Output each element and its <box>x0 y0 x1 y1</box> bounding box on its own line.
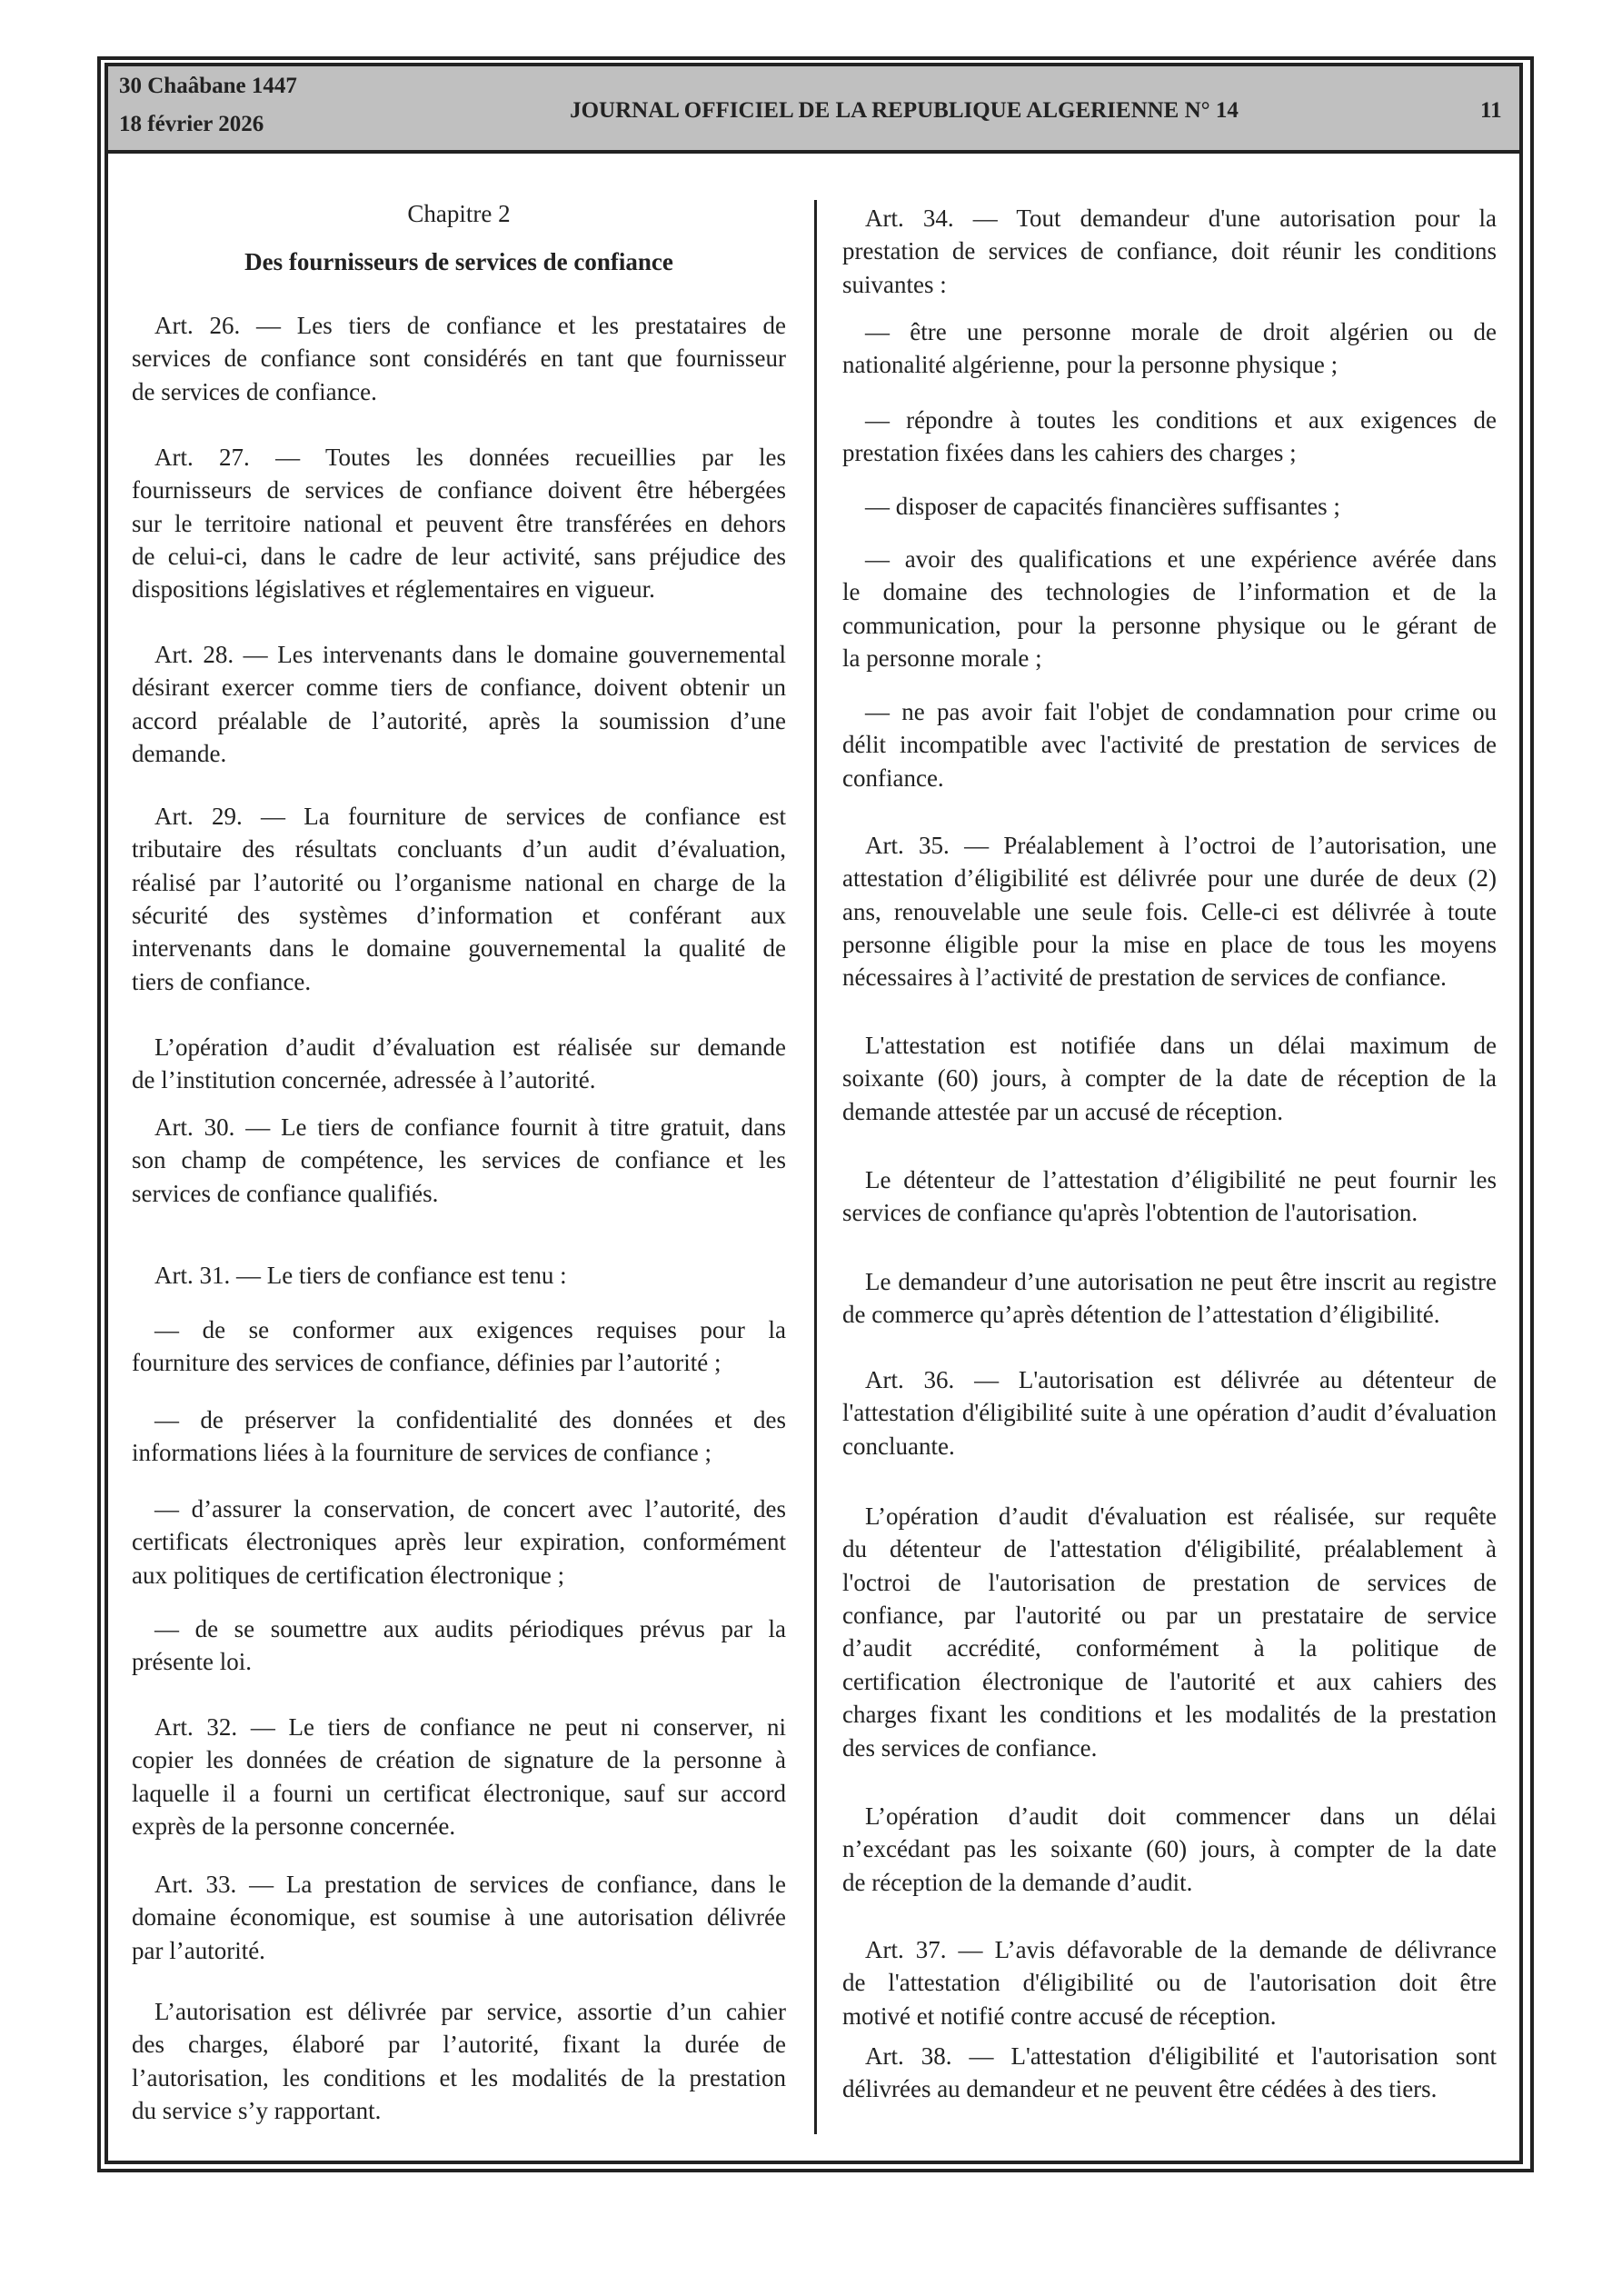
text-line-content: fournisseurs de services de confiance doivent être hébergées <box>132 476 786 504</box>
text-line-content: informations liées à la fourniture de services de confiance ; <box>132 1439 711 1467</box>
text-line <box>842 1832 1497 1865</box>
text-line <box>842 1196 1497 1229</box>
text-line-content: présente loi. <box>132 1648 252 1676</box>
text-line <box>132 1901 786 1933</box>
text-line <box>132 899 786 932</box>
text-line <box>842 348 1497 381</box>
text-line-content: suivantes : <box>842 270 947 298</box>
text-line <box>842 1966 1497 1999</box>
text-line <box>132 1777 786 1810</box>
text-line <box>132 671 786 704</box>
text-line-content: ans, renouvelable une seule fois. Celle-ci est délivrée à toute <box>842 897 1497 925</box>
text-line <box>842 1265 1497 1298</box>
text-line-content: de l’institution concernée, adressée à l’autorité. <box>132 1066 596 1094</box>
text-line <box>132 932 786 964</box>
text-line <box>842 961 1497 993</box>
page-number: 11 <box>1480 98 1502 123</box>
text-line-content: Art. 28. — Les intervenants dans le domaine gouvernemental <box>154 640 786 668</box>
paragraph <box>842 404 1497 470</box>
text-line <box>132 1031 786 1063</box>
text-line <box>842 1698 1497 1731</box>
text-line-content: Le détenteur de l’attestation d’éligibilité ne peut fournir les <box>865 1165 1497 1193</box>
text-line <box>132 1525 786 1558</box>
paragraph <box>842 695 1497 794</box>
text-line <box>132 573 786 605</box>
text-line <box>132 474 786 506</box>
text-line <box>132 1143 786 1176</box>
text-line <box>132 1559 786 1592</box>
text-line <box>132 1711 786 1743</box>
text-line <box>842 762 1497 794</box>
text-line-content: demande. <box>132 739 227 767</box>
text-line-content: laquelle il a fourni un certificat électronique, sauf sur accord <box>132 1779 786 1807</box>
text-line-content: demande attestée par un accusé de réception. <box>842 1097 1283 1125</box>
text-line <box>842 1732 1497 1764</box>
text-line <box>132 638 786 671</box>
text-line-content: L’opération d’audit doit commencer dans un délai <box>865 1802 1497 1830</box>
paragraph <box>132 1403 786 1470</box>
paragraph <box>132 1031 786 1097</box>
paragraph <box>842 829 1497 994</box>
text-line-content: dispositions législatives et réglementaires en vigueur. <box>132 575 655 604</box>
paragraph <box>132 1868 786 1967</box>
text-line <box>132 1995 786 2028</box>
text-line <box>842 2000 1497 2032</box>
text-line-content: de celui-ci, dans le cadre de leur activité, sans préjudice des <box>132 542 786 570</box>
text-line-content: Art. 37. — L’avis défavorable de la demande de délivrance <box>865 1935 1497 1963</box>
text-line <box>842 728 1497 761</box>
paragraph <box>842 1800 1497 1899</box>
text-line-content: d’audit accrédité, conformément à la politique de <box>842 1634 1497 1662</box>
text-line-content: prestation de services de confiance, doit réunir les conditions <box>842 237 1497 265</box>
text-line <box>132 833 786 865</box>
text-line-content: charges fixant les conditions et les modalités de la prestation <box>842 1701 1497 1729</box>
text-line-content: Art. 30. — Le tiers de confiance fournit à titre gratuit, dans <box>154 1113 786 1141</box>
text-line <box>132 441 786 474</box>
text-line-content: prestation fixées dans les cahiers des charges ; <box>842 439 1297 467</box>
text-line-content: par l’autorité. <box>132 1936 265 1964</box>
text-line-content: personne éligible pour la mise en place de tous les moyens <box>842 930 1497 958</box>
text-line <box>132 866 786 899</box>
text-line <box>842 609 1497 642</box>
text-line-content: — être une personne morale de droit algérien ou de <box>865 317 1497 345</box>
paragraph <box>842 2040 1497 2106</box>
text-line-content: — de se conformer aux exigences requises pour la <box>154 1315 786 1343</box>
text-line-content: L’opération d’audit d'évaluation est réalisée, sur requête <box>865 1502 1497 1530</box>
text-line-content: concluante. <box>842 1432 955 1460</box>
text-line <box>842 268 1497 301</box>
text-line <box>842 1866 1497 1899</box>
text-line-content: exprès de la personne concernée. <box>132 1812 456 1840</box>
text-line <box>842 1396 1497 1429</box>
text-line <box>842 436 1497 469</box>
text-line <box>132 540 786 573</box>
text-line <box>132 1436 786 1469</box>
text-line-content: accord préalable de l’autorité, après la soumission d’une <box>132 706 786 734</box>
paragraph <box>842 543 1497 675</box>
text-line <box>842 895 1497 928</box>
text-line-content: Art. 31. — Le tiers de confiance est tenu : <box>154 1261 567 1289</box>
text-line <box>132 1259 786 1292</box>
text-line <box>842 642 1497 674</box>
paragraph <box>842 1933 1497 2032</box>
text-line-content: l'attestation d'éligibilité suite à une opération d’audit d’évaluation <box>842 1399 1497 1427</box>
paragraph <box>132 1612 786 1679</box>
text-line <box>842 1363 1497 1396</box>
text-line <box>842 1500 1497 1532</box>
text-line-content: délivrées au demandeur et ne peuvent être cédées à des tiers. <box>842 2075 1438 2103</box>
chapter-number: Chapitre 2 <box>407 200 511 227</box>
text-line-content: — de préserver la confidentialité des données et des <box>154 1405 786 1433</box>
hijri-date: 30 Chaâbane 1447 <box>119 74 297 98</box>
text-line <box>842 1163 1497 1196</box>
text-line <box>132 1810 786 1842</box>
text-line <box>132 1645 786 1678</box>
text-line-content: communication, pour la personne physique ou le gérant de <box>842 611 1497 639</box>
text-line-content: désirant exercer comme tiers de confiance, doivent obtenir un <box>132 674 786 702</box>
text-line <box>842 1062 1497 1094</box>
text-line <box>132 2094 786 2127</box>
text-line <box>842 235 1497 267</box>
text-line <box>842 543 1497 575</box>
text-line-content: Art. 33. — La prestation de services de confiance, dans le <box>154 1870 786 1898</box>
text-line-content: nationalité algérienne, pour la personne physique ; <box>842 351 1338 379</box>
text-line <box>132 965 786 998</box>
text-line-content: de réception de la demande d’audit. <box>842 1868 1193 1896</box>
text-line-content: soixante (60) jours, à compter de la date de réception de la <box>842 1064 1497 1093</box>
text-line <box>132 1492 786 1525</box>
text-line-content: réalisé par l’autorité ou l’organisme national en charge de la <box>132 868 786 896</box>
paragraph <box>842 1029 1497 1128</box>
text-line-content: de commerce qu’après détention de l’attestation d’éligibilité. <box>842 1301 1440 1329</box>
text-line-content: fourniture des services de confiance, définies par l’autorité ; <box>132 1349 721 1377</box>
column-divider <box>814 200 817 2134</box>
journal-header <box>108 66 1519 154</box>
text-line-content: services de confiance sont considérés en tant que fournisseur <box>132 344 786 373</box>
text-line-content: L'attestation est notifiée dans un délai maximum de <box>865 1031 1497 1059</box>
text-line-content: le domaine des technologies de l’information et de la <box>842 578 1497 606</box>
text-line-content: Art. 35. — Préalablement à l’octroi de l’autorisation, une <box>865 831 1497 859</box>
text-line-content: des services de confiance. <box>842 1733 1098 1762</box>
text-line-content: du service s’y rapportant. <box>132 2096 382 2124</box>
text-line-content: Art. 32. — Le tiers de confiance ne peut ni conserver, ni <box>154 1712 786 1741</box>
text-line <box>842 1095 1497 1128</box>
text-line-content: — répondre à toutes les conditions et aux exigences de <box>865 405 1497 434</box>
text-line <box>842 1665 1497 1698</box>
text-line <box>132 1612 786 1645</box>
text-line-content: confiance, par l'autorité ou par un prestataire de service <box>842 1601 1497 1629</box>
text-line-content: domaine économique, est soumise à une autorisation délivrée <box>132 1903 786 1932</box>
text-line <box>132 1934 786 1967</box>
chapter-title: Des fournisseurs de services de confiance <box>244 248 673 275</box>
text-line <box>842 1298 1497 1331</box>
text-line-content: sur le territoire national et peuvent être transférées en dehors <box>132 509 786 537</box>
text-line <box>132 1177 786 1210</box>
text-line-content: Art. 26. — Les tiers de confiance et les prestataires de <box>154 311 786 339</box>
text-line-content: aux politiques de certification électronique ; <box>132 1561 565 1589</box>
text-line-content: tributaire des résultats concluants d’un audit d’évaluation, <box>132 835 786 863</box>
text-line-content: Art. 34. — Tout demandeur d'une autorisation pour la <box>865 204 1497 232</box>
text-line <box>132 737 786 770</box>
text-line <box>842 862 1497 894</box>
paragraph <box>842 1265 1497 1332</box>
text-line-content: Art. 36. — L'autorisation est délivrée au détenteur de <box>865 1365 1497 1393</box>
paragraph <box>842 1363 1497 1462</box>
text-line <box>132 1313 786 1346</box>
text-line-content: — de se soumettre aux audits périodiques prévus par la <box>154 1614 786 1642</box>
text-line <box>842 1933 1497 1966</box>
paragraph <box>132 1313 786 1380</box>
text-line-content: — d’assurer la conservation, de concert avec l’autorité, des <box>154 1494 786 1522</box>
text-line <box>132 1403 786 1436</box>
text-line-content: — avoir des qualifications et une expérience avérée dans <box>865 544 1497 573</box>
text-line-content: Art. 29. — La fourniture de services de confiance est <box>154 802 786 830</box>
text-line-content: l'octroi de l'autorisation de prestation de services de <box>842 1568 1497 1596</box>
text-line-content: tiers de confiance. <box>132 967 312 995</box>
text-line-content: certificats électroniques après leur expiration, conformément <box>132 1528 786 1556</box>
text-line-content: son champ de compétence, les services de confiance et les <box>132 1146 786 1174</box>
text-line <box>842 404 1497 436</box>
text-line-content: de services de confiance. <box>132 377 377 405</box>
text-line-content: des charges, élaboré par l’autorité, fixant la durée de <box>132 2031 786 2059</box>
paragraph <box>132 441 786 606</box>
text-line <box>132 1346 786 1379</box>
text-line-content: — disposer de capacités financières suffisantes ; <box>865 492 1340 520</box>
text-line <box>842 490 1497 523</box>
text-line <box>132 1743 786 1776</box>
text-line-content: la personne morale ; <box>842 644 1042 672</box>
text-line-content: certification électronique de l'autorité et aux cahiers des <box>842 1667 1497 1695</box>
text-line <box>842 1566 1497 1599</box>
text-line-content: — ne pas avoir fait l'objet de condamnation pour crime ou <box>865 697 1497 725</box>
text-line-content: services de confiance qualifiés. <box>132 1179 439 1207</box>
text-line-content: confiance. <box>842 764 944 792</box>
text-line-content: copier les données de création de signature de la personne à <box>132 1746 786 1774</box>
paragraph <box>842 315 1497 382</box>
text-line-content: Le demandeur d’une autorisation ne peut être inscrit au registre <box>865 1267 1497 1295</box>
paragraph <box>132 800 786 998</box>
text-line-content: Art. 27. — Toutes les données recueillies par les <box>154 443 786 471</box>
text-line-content: du détenteur de l'attestation d'éligibilité, préalablement à <box>842 1535 1497 1563</box>
text-line <box>842 2040 1497 2072</box>
text-line <box>842 2072 1497 2105</box>
text-line-content: l’autorisation, les conditions et les modalités de la prestation <box>132 2063 786 2091</box>
paragraph <box>132 1259 786 1292</box>
text-line <box>842 1029 1497 1062</box>
text-line <box>132 1111 786 1143</box>
paragraph <box>842 1163 1497 1230</box>
text-line <box>132 342 786 374</box>
text-line <box>842 575 1497 608</box>
paragraph <box>132 1995 786 2128</box>
text-line <box>132 1868 786 1901</box>
text-line-content: L’autorisation est délivrée par service, assortie d’un cahier <box>154 1997 786 2025</box>
text-line-content: services de confiance qu'après l'obtention de l'autorisation. <box>842 1199 1418 1227</box>
text-line-content: intervenants dans le domaine gouvernemental la qualité de <box>132 934 786 963</box>
text-line <box>842 1599 1497 1632</box>
text-line <box>132 2028 786 2061</box>
text-line <box>842 1632 1497 1664</box>
text-line <box>842 1800 1497 1832</box>
paragraph <box>132 1111 786 1210</box>
text-line-content: Art. 38. — L'attestation d'éligibilité et l'autorisation sont <box>865 2041 1497 2070</box>
text-line-content: motivé et notifié contre accusé de réception. <box>842 2002 1277 2030</box>
text-line-content: nécessaires à l’activité de prestation de services de confiance. <box>842 963 1447 992</box>
text-line <box>842 1532 1497 1565</box>
paragraph <box>842 490 1497 523</box>
text-line <box>132 309 786 342</box>
text-line <box>842 202 1497 235</box>
text-line-content: de l'attestation d'éligibilité ou de l'autorisation doit être <box>842 1969 1497 1997</box>
text-line <box>842 315 1497 348</box>
text-line <box>132 800 786 833</box>
journal-title: JOURNAL OFFICIEL DE LA REPUBLIQUE ALGERIENNE N° 14 <box>570 98 1239 123</box>
paragraph <box>842 202 1497 301</box>
text-line <box>132 704 786 737</box>
paragraph <box>132 638 786 771</box>
text-line <box>132 1063 786 1096</box>
paragraph <box>132 1711 786 1843</box>
text-line <box>842 1430 1497 1462</box>
paragraph <box>132 309 786 408</box>
text-line <box>132 2061 786 2094</box>
paragraph <box>132 1492 786 1592</box>
text-line-content: sécurité des systèmes d’information et conférant aux <box>132 901 786 929</box>
text-line-content: attestation d’éligibilité est délivrée pour une durée de deux (2) <box>842 864 1497 893</box>
text-line-content: n’excédant pas les soixante (60) jours, à compter de la date <box>842 1835 1497 1863</box>
paragraph <box>842 1500 1497 1764</box>
text-line-content: L’opération d’audit d’évaluation est réalisée sur demande <box>154 1033 786 1061</box>
text-line-content: délit incompatible avec l'activité de prestation de services de <box>842 731 1497 759</box>
gregorian-date: 18 février 2026 <box>119 112 264 136</box>
text-line <box>132 507 786 540</box>
text-line <box>842 695 1497 728</box>
text-line <box>132 375 786 408</box>
text-line <box>842 928 1497 961</box>
text-line <box>842 829 1497 862</box>
